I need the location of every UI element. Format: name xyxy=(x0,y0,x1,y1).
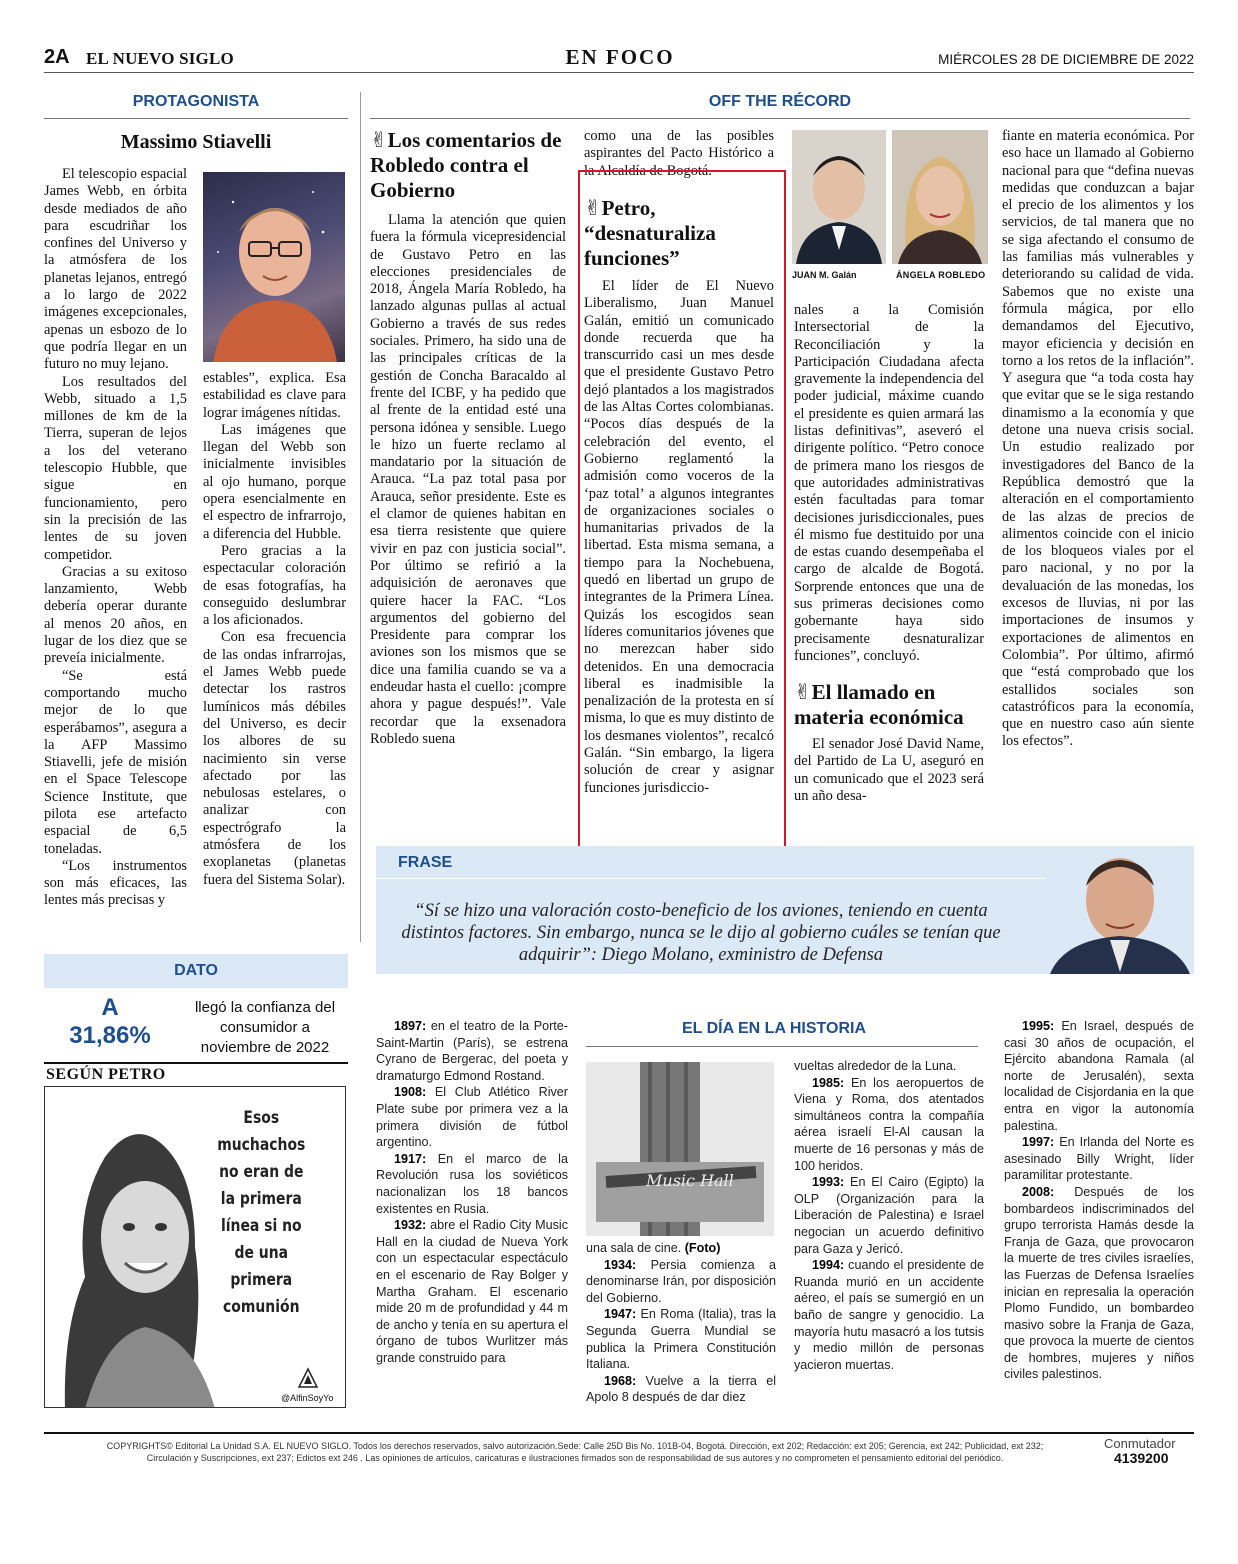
paragraph: Las imágenes que llegan del Webb son inicialmente invisibles al ojo humano, porque opera esencialmente en el espectro de infrarrojo, a diferencia del Hubble. xyxy=(203,421,346,542)
issue-date: MIÉRCOLES 28 DE DICIEMBRE DE 2022 xyxy=(938,52,1194,67)
svg-text:Music Hall: Music Hall xyxy=(646,1171,734,1190)
history-entry: 1994: cuando el presidente de Ruanda murió en un accidente aéreo, el país se sumergió en un baño de sangre y genocidio. La mayoría hutu masacró a los tutsis y medio millón de personas yacieron muertas. xyxy=(794,1258,984,1372)
paragraph: Gracias a su exitoso lanzamiento, Webb debería operar durante al menos 20 años, en lugar de los diez que se preveía inicialmente. xyxy=(44,563,187,667)
cartoon-signature: @AlfinSoyYo xyxy=(281,1393,334,1403)
footer-rule xyxy=(44,1432,1194,1434)
dato-big-value: 31,86% xyxy=(69,1022,151,1049)
paragraph: El líder de El Nuevo Liberalismo, Juan Manuel Galán, emitió un comunicado donde recuerda que ha transcurrido casi un mes desde que el presidente Gustavo Petro dejó plantados a los magistrados de las Altas Cortes colombianas. “Pocos días después de la celebración del evento, el Gobierno reglamentó la admisión como voceros de la ‘paz total’ a algunos integrantes de organizaciones sociales o humanitarias privados de la libertad. Esta misma semana, a tiempo para la Nochebuena, quedó en libertad un grupo de integrantes de la Primera Línea. Quizás los escogidos sean líderes comunitarios jóvenes que no merezcan haber sido detenidos. En una democracia liberal es inadmisible la penalización de la protesta en sí misma, lo que es muy distinto de los desmanes violentos”, recalcó Galán. “Sin embargo, la ligera solución de crear y asignar funciones jurisdiccio- xyxy=(584,278,774,796)
cartoon-top-rule xyxy=(44,1062,348,1064)
off-rule xyxy=(370,118,1190,119)
victory-hand-icon: ✌ xyxy=(370,128,388,152)
paragraph: Pero gracias a la espectacular coloración de esas fotografías, ha conseguido deslumbrar a los aficionados. xyxy=(203,542,346,629)
cartoon-bubble: Esos muchachos no eran de la primera línea si no de una primera comunión xyxy=(217,1108,306,1317)
paragraph: fiante en materia económica. Por eso hace un llamado al Gobierno nacional para que “defina nuevas medidas que conduzcan a bajar el precio de los alimentos y los servicios, de tal manera que no se siga afectando el consumo de las familias más vulnerables y deteriorando su calidad de vida. Sabemos que no existe una fórmula mágica, por ello demandamos del Ejecutivo, mayor eficiencia y decisión en torno a los retos de la inflación”. Y asegura que “a toda costa hay que evitar que se le siga restando dinamismo a la economía y que detone una nueva crisis social. Un estudio realizado por investigadores del Banco de la República demostró que la alteración en el comportamiento de las alzas de precios de alimentos coincide con el inicio de los bloqueos viales por el paro nacional, y no por la devaluación de las monedas, los excesos de lluvias, ni por las importaciones de insumos y exportaciones de alimentos en Colombia”. Por último, afirmó que “está comprobado que los estallidos sociales son catastróficos para la economía, que en nuestro caso aún siente los efectos”. xyxy=(1002,128,1194,750)
history-entry: 1917: En el marco de la Revolución rusa los soviéticos nacionalizan los 18 bancos existentes en Rusia. xyxy=(376,1151,568,1216)
protagonista-rule xyxy=(44,118,348,119)
paragraph: El senador José David Name, del Partido de La U, aseguró en un comunicado que el 2023 será un año desa- xyxy=(794,736,984,804)
protagonista-name: Massimo Stiavelli xyxy=(120,131,272,153)
paragraph: “Se está comportando mucho mejor de lo que esperábamos”, asegura a la AFP Massimo Stiavelli, jefe de misión en el Space Telescope Science Institute, que pilota ese artefacto espacial de 6,5 toneladas. xyxy=(44,667,187,857)
music-hall-photo xyxy=(586,1062,774,1236)
footer-line: COPYRIGHTS© Editorial La Unidad S.A. EL NUEVO SIGLO. Todos los derechos reservados, salvo autorización.Sede: Calle 25D Bis No. 101B-04, Bogotá. Dirección, ext 202; Redacción: ext 205; Gerencia, ext 242; Publicidad, ext 232; xyxy=(106,1441,1044,1451)
history-entry: 1908: El Club Atlético River Plate sube por primera vez a la primera división de fútbol argentino. xyxy=(376,1085,568,1150)
history-entry: vueltas alrededor de la Luna. xyxy=(794,1059,957,1073)
off-col-d xyxy=(1002,128,1194,751)
paragraph: como una de las posibles aspirantes del Pacto Histórico a la Alcaldía de Bogotá. xyxy=(584,128,774,179)
history-entry: 1897: en el teatro de la Porte-Saint-Martin (París), se estrena Cyrano de Bergerac, del poeta y dramaturgo Edmond Rostand. xyxy=(376,1019,568,1083)
off-col-c2 xyxy=(794,736,984,805)
off-headline-petro xyxy=(584,196,780,271)
off-headline-robledo xyxy=(370,128,570,203)
historia-col3 xyxy=(794,1058,984,1373)
paper-name: EL NUEVO SIGLO xyxy=(86,49,234,68)
footer-copyright xyxy=(60,1440,1090,1464)
section-title: EN FOCO xyxy=(565,45,675,69)
dato-label: DATO xyxy=(44,954,348,988)
off-col-b xyxy=(584,278,774,797)
historia-rule xyxy=(586,1046,978,1047)
history-entry: 1985: En los aeropuertos de Viena y Roma, dos atentados simultáneos contra la compañía aérea israelí El-Al causan la muerte de 16 personas y más de 100 heridos. xyxy=(794,1075,984,1173)
history-entry: 1968: Vuelve a la tierra el Apolo 8 después de dar diez xyxy=(586,1373,776,1405)
protagonista-label: PROTAGONISTA xyxy=(132,93,260,110)
headline-text: El llamado en materia económica xyxy=(794,680,964,729)
historia-label: EL DÍA EN LA HISTORIA xyxy=(681,1020,866,1037)
conmutador-number: 4139200 xyxy=(1114,1450,1169,1466)
footer-line: Circulación y Suscripciones, ext 237; Edictos ext 246 . Las opiniones de artículos, caricaturas e ilustraciones firmados son de responsabilidad de sus autores y no comprometen el pensamiento editorial del periódico. xyxy=(146,1453,1004,1463)
galan-photo xyxy=(792,130,886,264)
victory-hand-icon: ✌ xyxy=(584,196,602,220)
history-entry: 1997: En Irlanda del Norte es asesinado Billy Wright, líder paramilitar protestante. xyxy=(1004,1135,1194,1183)
paragraph: “Los instrumentos son más eficaces, las lentes más precisas y xyxy=(44,857,187,909)
conmutador-label: Conmutador xyxy=(1104,1436,1176,1451)
headline-text: Petro, “desnaturaliza funciones” xyxy=(584,196,716,270)
history-entry: 1995: En Israel, después de casi 30 años de ocupación, el Ejército abandona Ramala (al norte de Jerusalén), sexta localidad de Cisjordania en la que entra en vigor la autonomía palestina. xyxy=(1004,1019,1194,1133)
page-number: 2A xyxy=(44,46,70,68)
paragraph: El telescopio espacial James Webb, en órbita desde mediados de año para escudriñar los confines del Universo y la atmósfera de los planetas lejanos, entregó a lo largo de 2022 imágenes excepcionales, apenas un esbozo de lo que podría llegar en un futuro no muy lejano. xyxy=(44,166,187,373)
victory-hand-icon: ✌ xyxy=(794,680,812,704)
dato-big-top: A xyxy=(101,994,119,1021)
paragraph: Los resultados del Webb, situado a 1,5 millones de km de la Tierra, superan de lejos a los del veterano telescopio Hubble, que sigue en funcionamiento, pero sin la precisión de las lentes de su joven competidor. xyxy=(44,373,187,563)
stiavelli-photo xyxy=(203,172,345,362)
history-entry: 1947: En Roma (Italia), tras la Segunda Guerra Mundial se publica la Primera Constitución Italiana. xyxy=(586,1307,776,1372)
history-entry: 1932: abre el Radio City Music Hall en la ciudad de Nueva York con un espectacular espectáculo en el escenario de Ray Bolger y Martha Graham. El escenario mide 20 m de profundidad y 44 m de ancho y tenía en su apertura el órgano de tubos Wurlitzer más grande construido para xyxy=(376,1218,568,1365)
cartoon-label: SEGÚN PETRO xyxy=(46,1066,166,1083)
off-label: OFF THE RÉCORD xyxy=(708,93,852,110)
cartoon-frame xyxy=(44,1086,346,1408)
paragraph: Con esa frecuencia de las ondas infrarrojas, el James Webb puede detectar los rastros lumínicos más débiles del Universo, es decir los albores de su nacimiento sin verse afectado por las nebulosas estelares, o analizar con espectrógrafo la atmósfera de los exoplanetas (planetas fuera del Sistema Solar). xyxy=(203,629,346,888)
off-headline-economica xyxy=(794,680,990,730)
galan-caption: JUAN M. Galán xyxy=(792,270,857,280)
historia-col1 xyxy=(376,1018,568,1366)
cartoon-logo-icon xyxy=(297,1367,319,1389)
off-col-a xyxy=(370,212,566,748)
history-entry: 1993: En El Cairo (Egipto) la OLP (Organización para la Liberación de Palestina) e Israel negocian un acuerdo definitivo para Gaza y Jericó. xyxy=(794,1175,984,1256)
frase-label: FRASE xyxy=(398,854,453,871)
protagonista-col1 xyxy=(44,166,187,910)
molano-photo xyxy=(1030,840,1194,974)
dato-text: llegó la confianza del consumidor a noviembre de 2022 xyxy=(194,999,336,1056)
robledo-caption: ÁNGELA ROBLEDO xyxy=(896,270,986,280)
paragraph: estables”, explica. Esa estabilidad es clave para lograr imágenes nítidas. xyxy=(203,370,346,421)
headline-text: Los comentarios de Robledo contra el Gobierno xyxy=(370,128,562,202)
history-entry: 1934: Persia comienza a denominarse Irán, por disposición del Gobierno. xyxy=(586,1257,776,1305)
frase-quote: “Sí se hizo una valoración costo-beneficio de los aviones, teniendo en cuenta distintos factores. Sin embargo, nunca se le dijo al gobierno cuáles se tenían que adquirir”: Diego Molano, exministro de Defensa xyxy=(401,901,1001,965)
history-entry: 2008: Después de los bombardeos indiscriminados del grupo terrorista Hamás desde la Franja de Gaza, que provocaron la muerte de tres civiles israelíes, las Fuerzas de Defensa Israelíes inician en represalia la operación Plomo Fundido, un bombardeo masivo sobre la Franja de Gaza, que provoca la muerte de cientos de hombres, mujeres y niños civiles palestinos. xyxy=(1004,1184,1194,1382)
off-col-c xyxy=(794,302,984,665)
photo-caption: una sala de cine. (Foto) xyxy=(586,1241,721,1255)
header-rule xyxy=(44,72,1194,73)
paragraph: Llama la atención que quien fuera la fórmula vicepresidencial de Gustavo Petro en las elecciones presidenciales de 2018, Ángela María Robledo, ha lanzado algunas pullas al actual Gobierno a través de sus redes sociales. Primero, ha sido una de las principales críticas de la gestión de Concha Baracaldo al frente del ICBF, y ha pedido que al frente de la entidad esté una persona idónea y sensible. Luego le hizo un fuerte reclamo al mandatario por la situación de Arauca. “La paz total pasa por Arauca, señor presidente. Este es el clamor de quienes habitan en esa tierra resistente que quiere vivir en paz con justicia social”. Por último se refirió a la adquisición de aeronaves que quiere hacer la FAC. “Los argumentos del gobierno del Presidente para comprar los aviones son los mismos que se dice una familia cuando se va a endeudar hasta el cuello: ¡compre ahora y pague después!”. Vale recordar que la exsenadora Robledo suena xyxy=(370,212,566,747)
protagonista-col2 xyxy=(203,370,346,889)
paragraph: nales a la Comisión Intersectorial de la Reconciliación y la Participación Ciudadana afecta gravemente la independencia del poder judicial, máxime cuando el presidente es quien armará las listas definitivas”, aseveró el dirigente político. “Petro conoce de primera mano los riesgos de que autoridades administrativas estén facultadas para tomar decisiones jurisdiccionales, pues él mismo fue destituido por una de estas cuando desempeñaba el cargo de alcalde de Bogotá. Sorprende entonces que una de sus primeras decisiones como gobernante haya sido precisamente desnaturalizar funciones”, concluyó. xyxy=(794,302,984,664)
historia-col4 xyxy=(1004,1018,1194,1383)
robledo-photo xyxy=(892,130,988,264)
column-divider xyxy=(360,92,361,942)
frase-rule xyxy=(376,878,1046,879)
historia-col2 xyxy=(586,1240,776,1406)
